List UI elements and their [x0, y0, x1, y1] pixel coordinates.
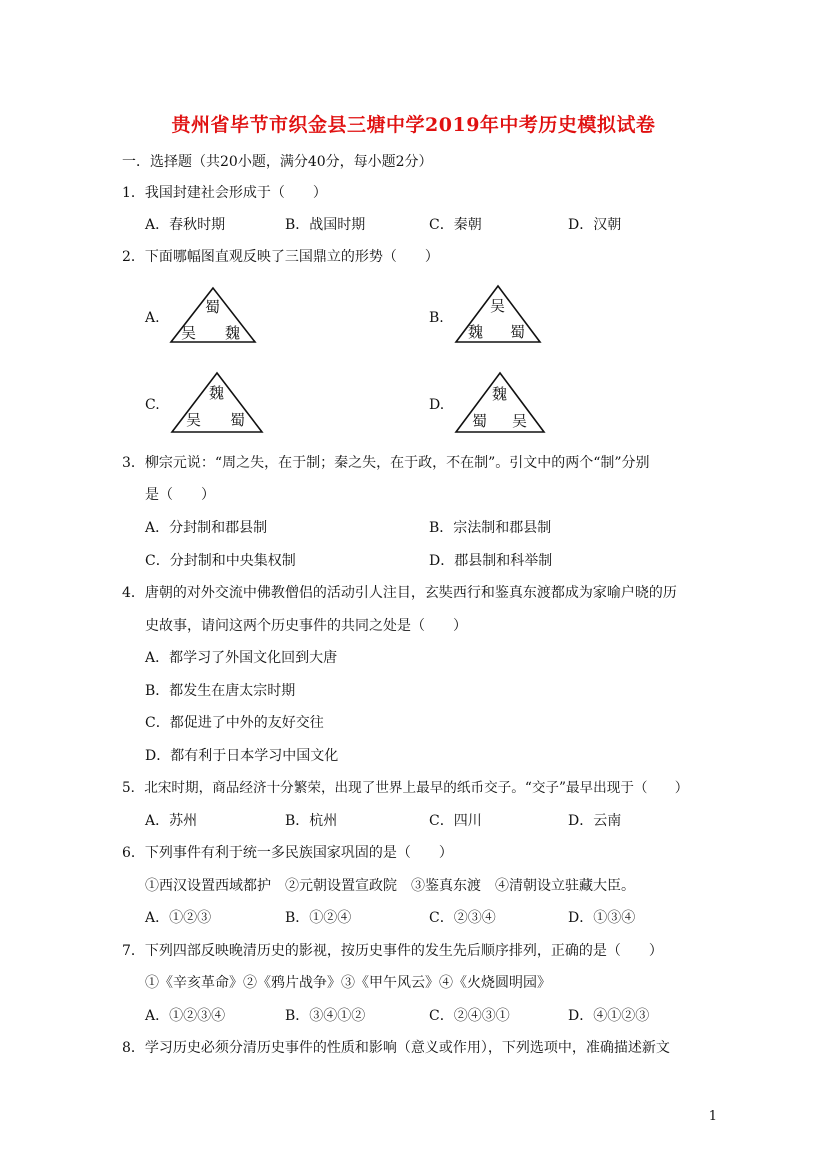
- q4-option-b: B．都发生在唐太宗时期: [145, 683, 296, 699]
- diagram-c-left: 吴: [186, 411, 202, 429]
- diagram-a-top: 蜀: [205, 298, 221, 316]
- q7-option-d: D．④①②③: [568, 1008, 650, 1024]
- diagram-a-left: 吴: [181, 324, 197, 342]
- q7-stem: 7．下列四部反映晚清历史的影视，按历史事件的发生先后顺序排列，正确的是（ ）: [122, 943, 663, 959]
- diagram-a-right: 魏: [225, 324, 241, 342]
- q2-diagram-c: [168, 370, 266, 436]
- q7-option-b: B．③④①②: [285, 1008, 366, 1024]
- q2-label-a: A.: [145, 310, 160, 326]
- q5-option-d: D．云南: [568, 813, 622, 829]
- diagram-d-left: 蜀: [472, 412, 488, 430]
- q3-stem-line2: 是（ ）: [145, 487, 215, 503]
- q4-option-c: C．都促进了中外的友好交往: [145, 715, 324, 731]
- q5-option-c: C．四川: [429, 813, 482, 829]
- q6-option-d: D．①③④: [568, 910, 636, 926]
- q6-option-c: C．②③④: [429, 910, 496, 926]
- q4-stem-line2: 史故事，请问这两个历史事件的共同之处是（ ）: [145, 618, 467, 634]
- q2-label-d: D.: [429, 397, 445, 413]
- q8-stem: 8．学习历史必须分清历史事件的性质和影响（意义或作用），下列选项中，准确描述新文: [122, 1040, 670, 1056]
- q3-option-b: B．宗法制和郡县制: [429, 520, 552, 536]
- q4-option-a: A．都学习了外国文化回到大唐: [145, 650, 338, 666]
- q5-option-b: B．杭州: [285, 813, 338, 829]
- q2-label-b: B.: [429, 310, 444, 326]
- q2-diagram-b: [452, 283, 544, 345]
- diagram-c-top: 魏: [209, 384, 225, 402]
- q2-diagram-d: [452, 370, 548, 436]
- q3-option-a: A．分封制和郡县制: [145, 520, 268, 536]
- q5-stem: 5．北宋时期，商品经济十分繁荣，出现了世界上最早的纸币交子。“交子”最早出现于（ ）: [122, 780, 689, 796]
- q2-stem: 2．下面哪幅图直观反映了三国鼎立的形势（ ）: [122, 249, 439, 265]
- q1-option-d: D．汉朝: [568, 217, 622, 233]
- q6-option-b: B．①②④: [285, 910, 352, 926]
- q6-option-a: A．①②③: [145, 910, 212, 926]
- q6-stem: 6．下列事件有利于统一多民族国家巩固的是（ ）: [122, 845, 453, 861]
- diagram-b-top: 吴: [490, 297, 506, 315]
- q2-diagram-a: [167, 285, 259, 347]
- q7-option-a: A．①②③④: [145, 1008, 226, 1024]
- q3-stem-line1: 3．柳宗元说：“周之失，在于制；秦之失，在于政，不在制”。引文中的两个“制”分别: [122, 455, 650, 471]
- q6-items: ①西汉设置西域都护 ②元朝设置宣政院 ③鉴真东渡 ④清朝设立驻藏大臣。: [145, 878, 635, 894]
- q7-option-c: C．②④③①: [429, 1008, 510, 1024]
- q1-option-a: A．春秋时期: [145, 217, 226, 233]
- section-heading: 一．选择题（共20小题，满分40分，每小题2分）: [122, 154, 433, 170]
- q5-option-a: A．苏州: [145, 813, 198, 829]
- q1-stem: 1．我国封建社会形成于（ ）: [122, 185, 327, 201]
- diagram-c-right: 蜀: [230, 411, 246, 429]
- q1-option-c: C．秦朝: [429, 217, 482, 233]
- q2-label-c: C.: [145, 397, 160, 413]
- q1-option-b: B．战国时期: [285, 217, 366, 233]
- q3-option-d: D．郡县制和科举制: [429, 553, 553, 569]
- page-number: 1: [708, 1109, 717, 1124]
- diagram-d-right: 吴: [512, 412, 528, 430]
- exam-title: 贵州省毕节市织金县三塘中学2019年中考历史模拟试卷: [171, 114, 656, 136]
- q4-stem-line1: 4．唐朝的对外交流中佛教僧侣的活动引人注目，玄奘西行和鉴真东渡都成为家喻户晓的历: [122, 585, 677, 601]
- q7-items: ①《辛亥革命》②《鸦片战争》③《甲午风云》④《火烧圆明园》: [145, 975, 551, 991]
- diagram-b-right: 蜀: [510, 323, 526, 341]
- diagram-d-top: 魏: [492, 385, 508, 403]
- q4-option-d: D．都有利于日本学习中国文化: [145, 748, 339, 764]
- diagram-b-left: 魏: [468, 323, 484, 341]
- q3-option-c: C．分封制和中央集权制: [145, 553, 296, 569]
